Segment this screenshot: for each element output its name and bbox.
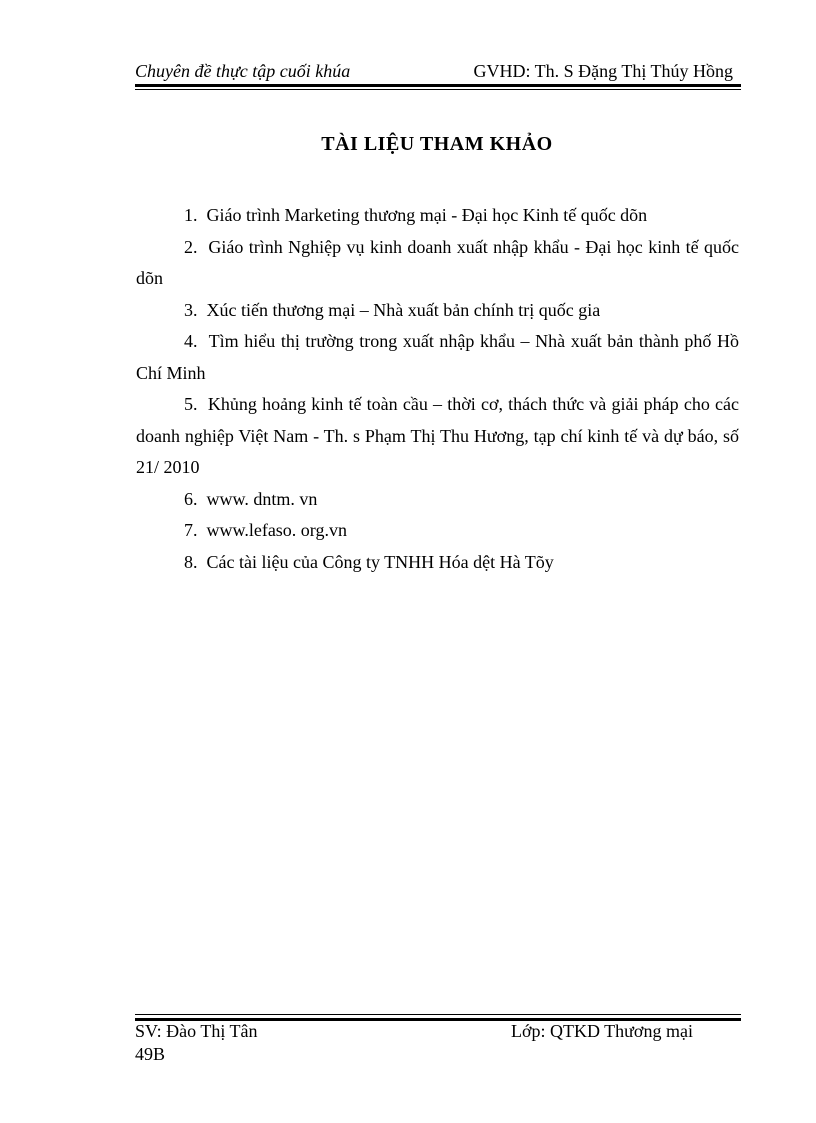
reference-text: Giáo trình Marketing thương mại - Đại học Kinh tế quốc dõn — [206, 205, 648, 225]
reference-item — [136, 389, 739, 484]
reference-list — [136, 200, 739, 578]
reference-number: 2. — [184, 236, 198, 257]
reference-item — [136, 484, 739, 516]
reference-text: Giáo trình Nghiệp vụ kinh doanh xuất nhập khẩu - Đại học kinh tế quốc dõn — [136, 236, 739, 288]
reference-number: 4. — [184, 331, 198, 351]
reference-text: Tìm hiểu thị trường trong xuất nhập khẩu – Nhà xuất bản thành phố Hồ Chí Minh — [136, 331, 739, 383]
page-header — [135, 60, 739, 84]
reference-text: www.lefaso. org.vn — [206, 520, 347, 540]
header-supervisor: GVHD: Th. S Đặng Thị Thúy Hồng — [473, 61, 733, 81]
header-rule-thin — [135, 89, 741, 90]
footer-class: Lớp: QTKD Thương mại — [511, 1021, 693, 1041]
footer-class-code: 49B — [135, 1044, 166, 1064]
reference-item — [136, 232, 739, 295]
reference-number: 6. — [184, 488, 198, 509]
reference-number: 8. — [184, 551, 198, 572]
reference-item — [136, 515, 739, 547]
reference-number: 5. — [184, 394, 198, 414]
reference-item — [136, 295, 739, 327]
header-rule-thick — [135, 84, 741, 87]
footer-student-name: SV: Đào Thị Tân — [135, 1021, 258, 1041]
reference-number: 1. — [184, 205, 198, 225]
footer-student — [135, 1020, 258, 1066]
page-title: TÀI LIỆU THAM KHẢO — [321, 133, 553, 155]
reference-number: 7. — [184, 520, 198, 540]
reference-item — [136, 547, 739, 579]
header-report-title: Chuyên đề thực tập cuối khúa — [135, 61, 351, 81]
reference-text: www. dntm. vn — [206, 488, 318, 509]
reference-text: Các tài liệu của Công ty TNHH Hóa dệt Hà Tõy — [206, 551, 554, 572]
footer-rule-thin — [135, 1014, 741, 1015]
reference-item — [136, 326, 739, 389]
reference-item — [136, 200, 739, 232]
reference-number: 3. — [184, 299, 198, 320]
reference-text: Xúc tiến thương mại – Nhà xuất bản chính trị quốc gia — [206, 299, 601, 320]
reference-text: Khủng hoảng kinh tế toàn cầu – thời cơ, thách thức và giải pháp cho các doanh nghiệp Việt Nam - Th. s Phạm Thị Thu Hương, tạp chí kinh tế và dự báo, số 21/ 2010 — [136, 394, 739, 477]
